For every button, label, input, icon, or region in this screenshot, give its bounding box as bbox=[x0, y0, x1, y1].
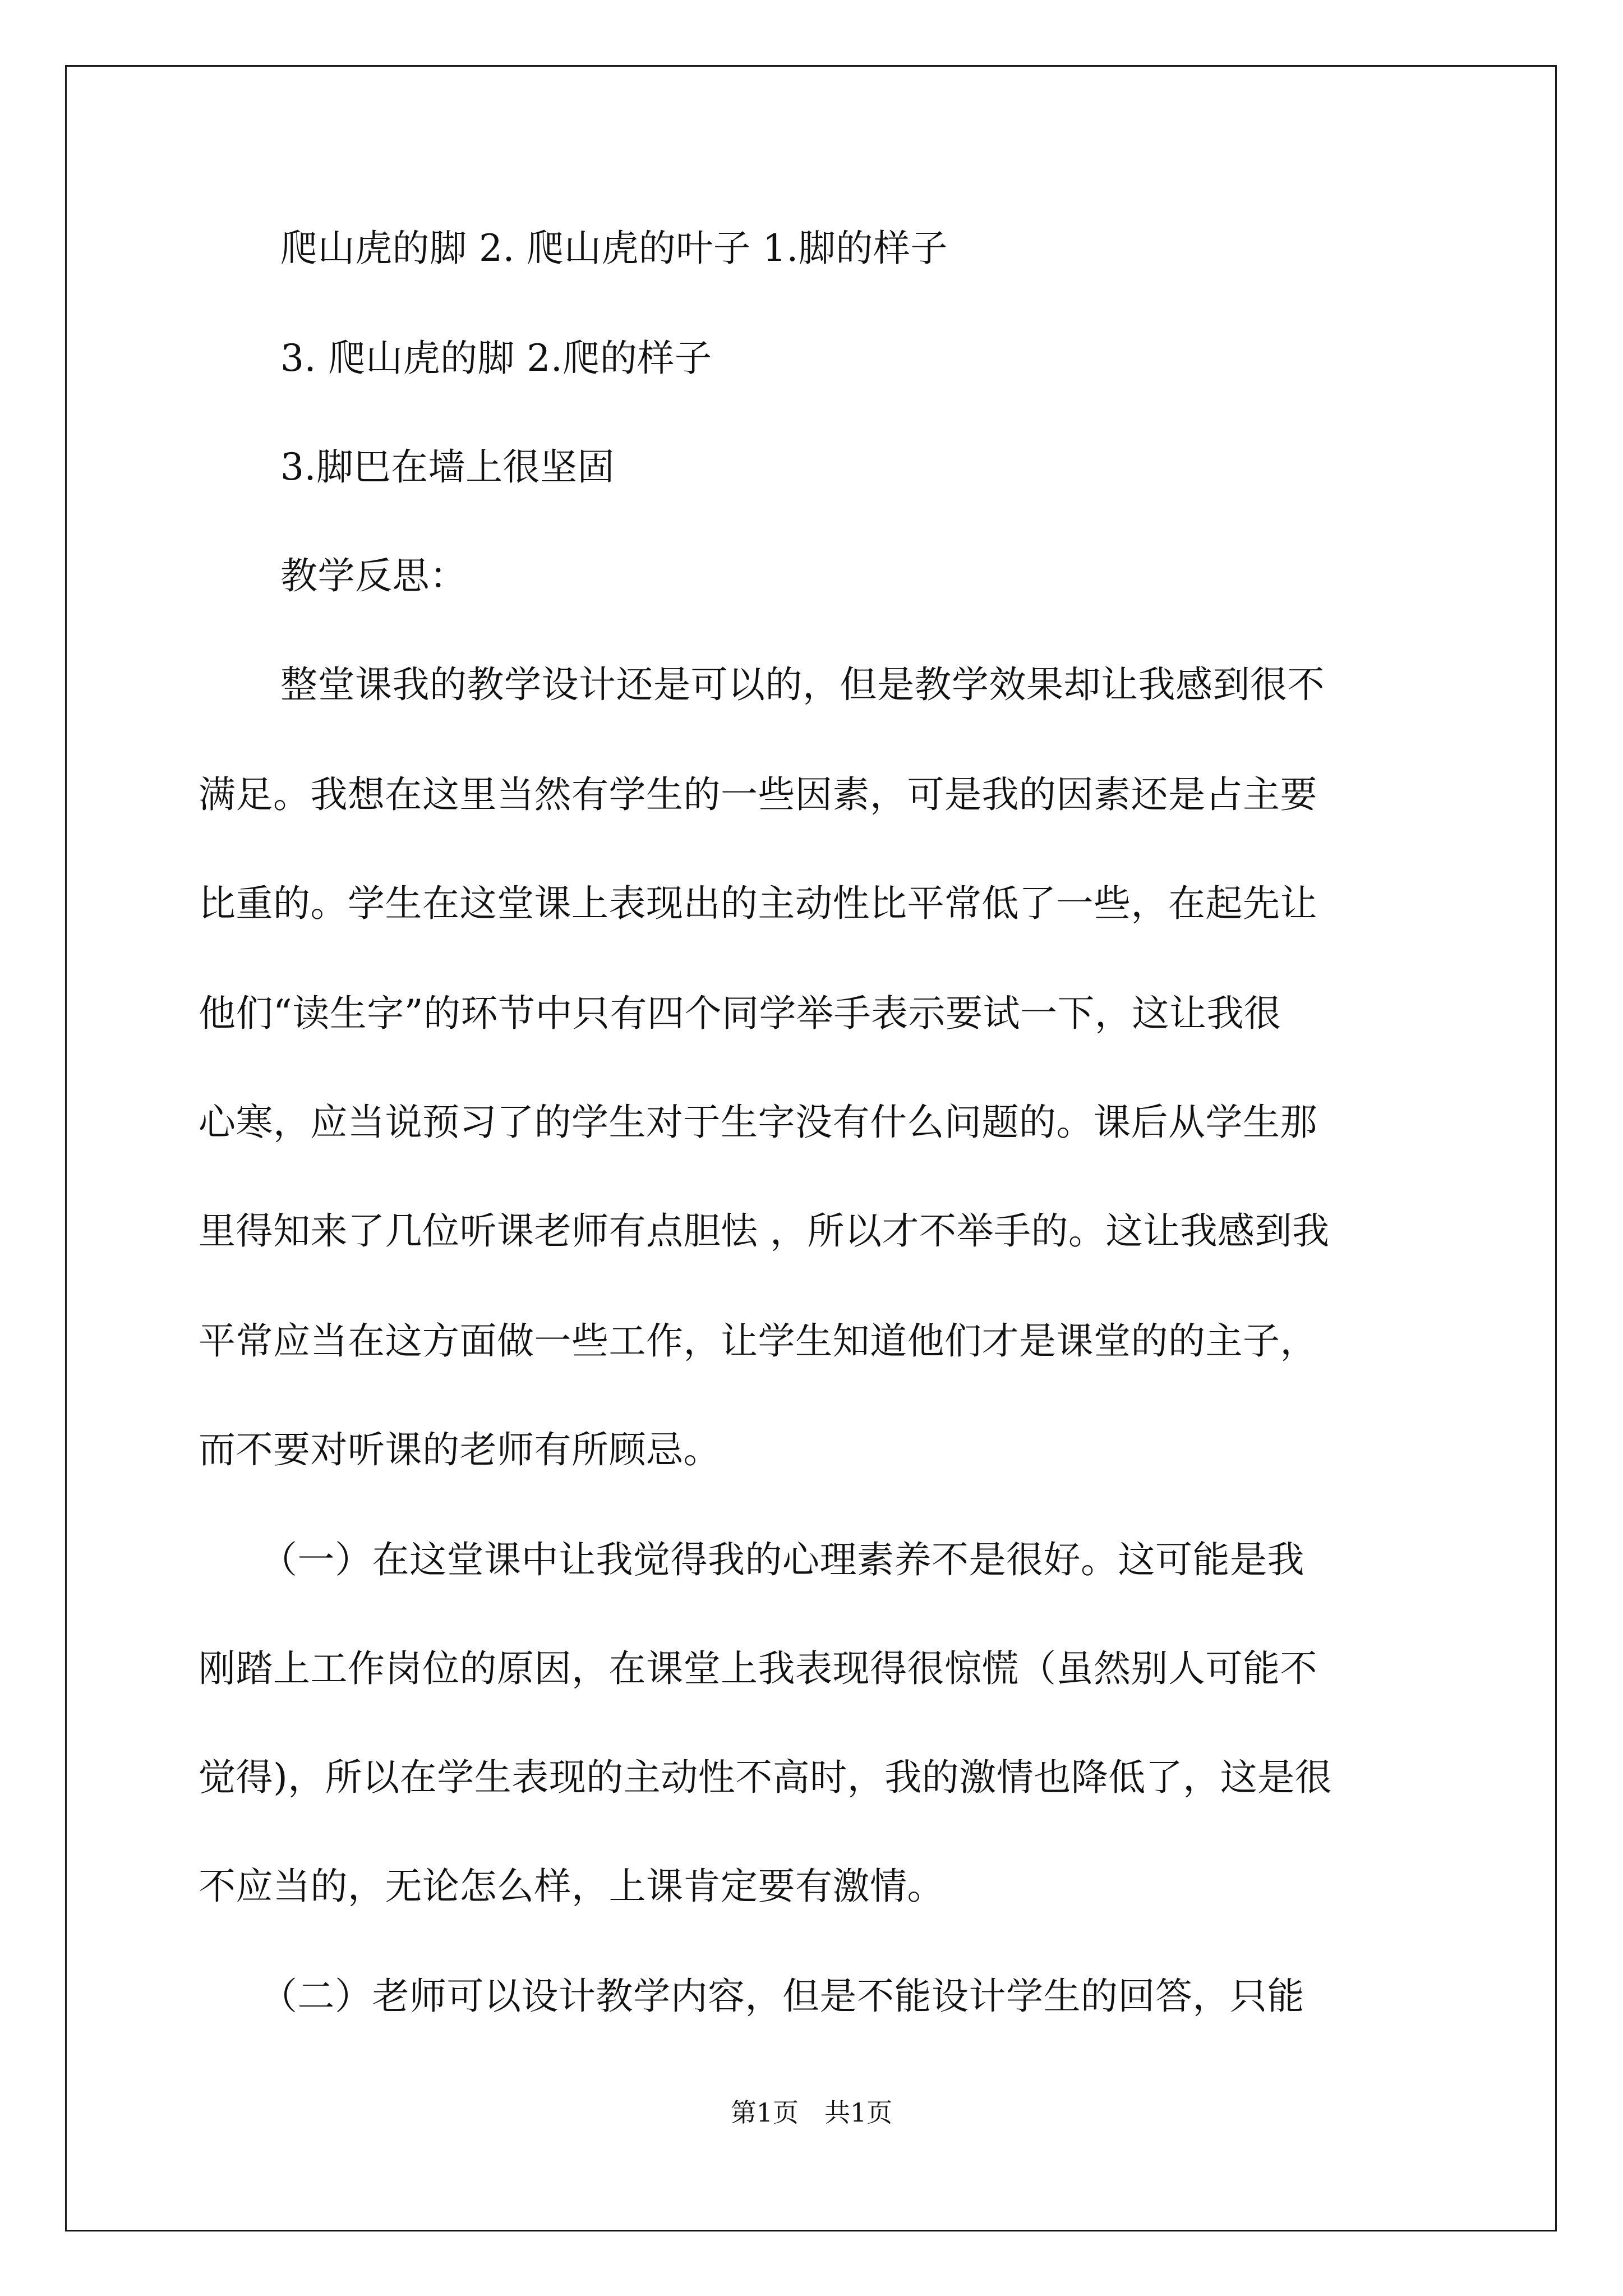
paragraph-line: 里得知来了几位听课老师有点胆怯 ，所以才不举手的。这让我感到我 bbox=[199, 1209, 1330, 1253]
paragraph-line: 刚踏上工作岗位的原因，在课堂上我表现得很惊慌（虽然别人可能不 bbox=[199, 1647, 1317, 1690]
paragraph-line: 觉得)，所以在学生表现的主动性不高时，我的激情也降低了，这是很 bbox=[199, 1756, 1332, 1799]
paragraph-line: （二）老师可以设计教学内容，但是不能设计学生的回答，只能 bbox=[260, 1975, 1304, 2018]
paragraph-line: （一）在这堂课中让我觉得我的心理素养不是很好。这可能是我 bbox=[260, 1538, 1304, 1581]
paragraph-line: 平常应当在这方面做一些工作，让学生知道他们才是课堂的的主子， bbox=[199, 1319, 1317, 1363]
paragraph-line: 满足。我想在这里当然有学生的一些因素，可是我的因素还是占主要 bbox=[199, 773, 1317, 816]
text-line: 3. 爬山虎的脚 2.爬的样子 bbox=[280, 337, 712, 380]
section-heading: 教学反思： bbox=[280, 554, 467, 597]
page-number-footer: 第1页 共1页 bbox=[730, 2097, 893, 2128]
paragraph-line: 而不要对听课的老师有所顾忌。 bbox=[199, 1428, 721, 1471]
paragraph-line: 比重的。学生在这堂课上表现出的主动性比平常低了一些，在起先让 bbox=[199, 882, 1317, 925]
paragraph-line: 整堂课我的教学设计还是可以的，但是教学效果却让我感到很不 bbox=[280, 663, 1325, 706]
paragraph-line: 心寒，应当说预习了的学生对于生字没有什么问题的。课后从学生那 bbox=[199, 1101, 1317, 1144]
text-line: 爬山虎的脚 2. 爬山虎的叶子 1.脚的样子 bbox=[280, 227, 948, 270]
text-line: 3.脚巴在墙上很坚固 bbox=[280, 445, 615, 489]
paragraph-line: 他们“读生字”的环节中只有四个同学举手表示要试一下，这让我很 bbox=[199, 992, 1281, 1035]
paragraph-line: 不应当的，无论怎么样，上课肯定要有激情。 bbox=[199, 1865, 944, 1908]
